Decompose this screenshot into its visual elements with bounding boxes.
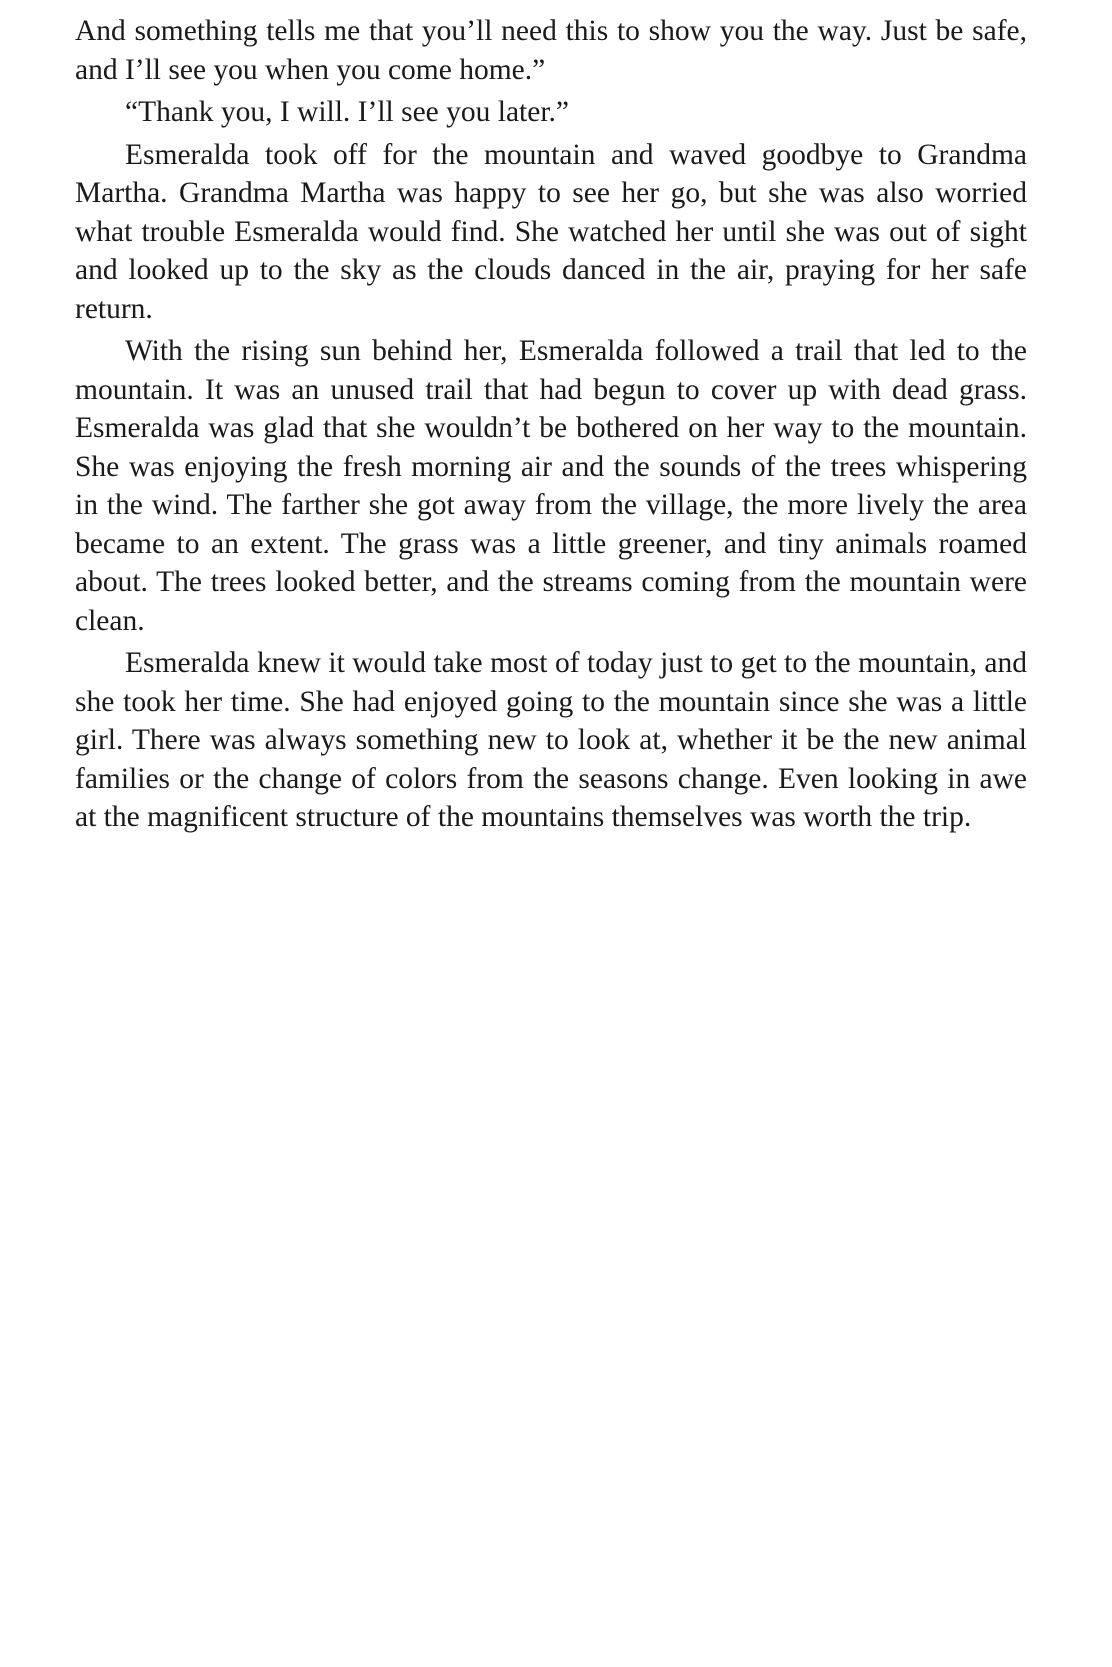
- book-page: [75, 12, 1027, 841]
- paragraph-trail: With the rising sun behind her, Esmeralda followed a trail that led to the mountain. It was an unused trail that had begun to cover up with dead grass. Esmeralda was glad that she wouldn’t be bothered on her way to the mountain. She was enjoying the fresh morning air and the sounds of the trees whispering in the wind. The farther she got away from the village, the more lively the area became to an extent. The grass was a little greener, and tiny animals roamed about. The trees looked better, and the streams coming from the mountain were clean.: [75, 335, 1027, 637]
- paragraph-journey: Esmeralda knew it would take most of today just to get to the mountain, and she took her time. She had enjoyed going to the mountain since she was a little girl. There was always something new to look at, whether it be the new animal families or the change of colors from the seasons change. Even looking in awe at the magnificent structure of the mountains themselves was worth the trip.: [75, 647, 1027, 833]
- paragraph-dialogue: “Thank you, I will. I’ll see you later.”: [125, 96, 569, 128]
- paragraph-departure: Esmeralda took off for the mountain and waved goodbye to Grandma Martha. Grandma Martha was happy to see her go, but she was also worried what trouble Esmeralda would find. She watched her until she was out of sight and looked up to the sky as the clouds danced in the air, praying for her safe return.: [75, 138, 1027, 325]
- paragraph-continued: And something tells me that you’ll need this to show you the way. Just be safe, and I’ll see you when you come home.”: [75, 15, 1027, 86]
